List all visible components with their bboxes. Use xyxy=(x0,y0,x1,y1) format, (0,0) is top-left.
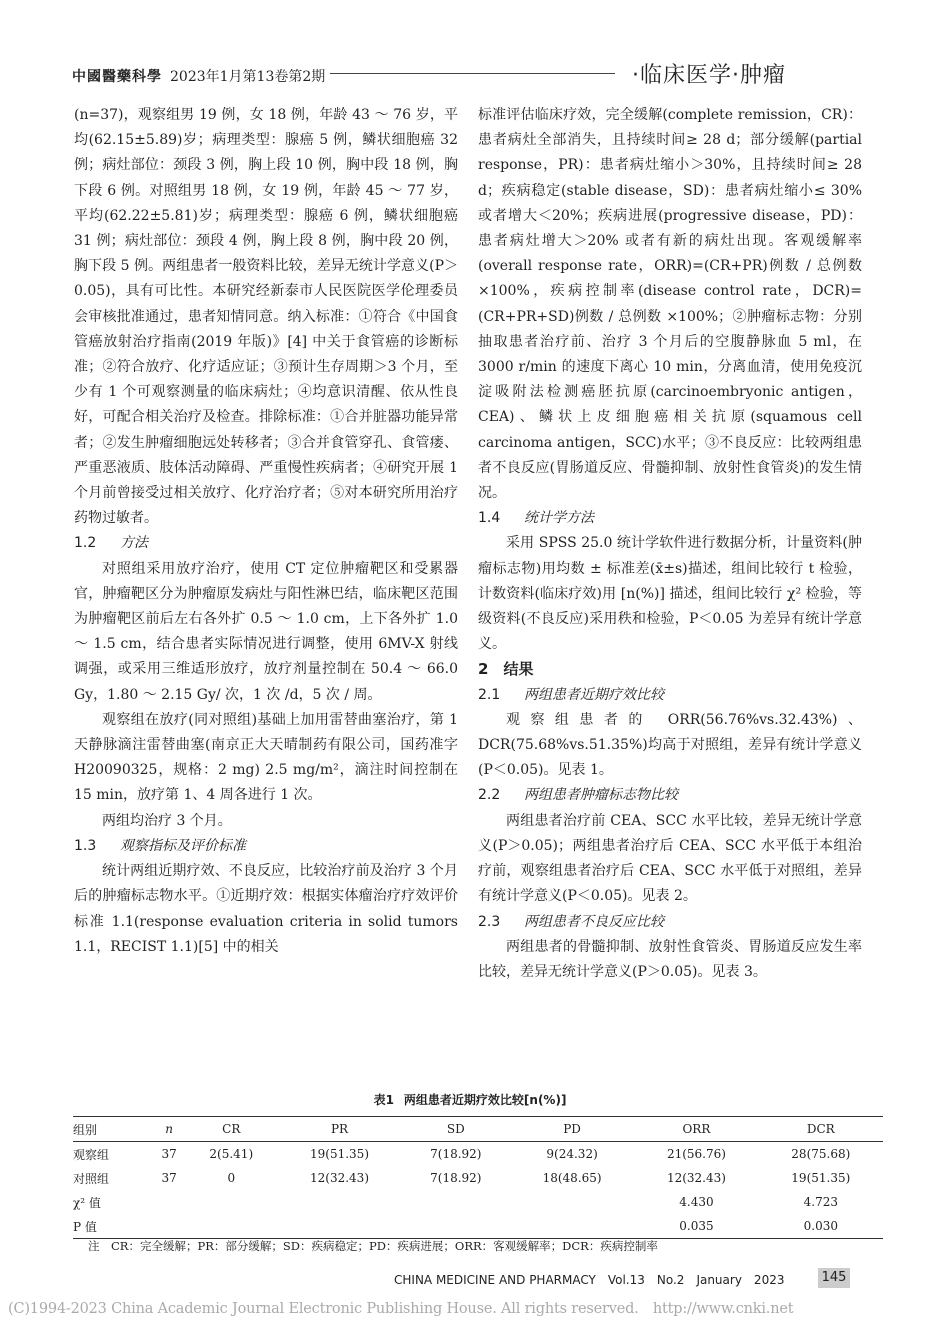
table-cell: 4.430 xyxy=(679,1195,714,1209)
efficacy-table xyxy=(73,1116,883,1239)
table-cell xyxy=(277,1214,401,1239)
section-heading: 2.2 两组患者肿瘤标志物比较 xyxy=(478,787,678,804)
paragraph: 标准评估临床疗效，完全缓解(complete remission，CR)：患者病灶全部消失，且持续时间≥ 28 d；部分缓解(partial response，PR)：患者病灶缩小＞30%，且持续时间≥ 28 d；疾病稳定(stable disease，SD)：患者病灶缩小≤ 30% 或者增大＜20%；疾病进展(progressive disease，PD)：患者病灶增大＞20% 或者有新的病灶出现。客观缓解率(overall response rate，ORR)=(CR+PR)例数 / 总例数 ×100%，疾病控制率(disease control rate，DCR)=(CR+PR+SD)例数 / 总例数 ×100%；②肿瘤标志物：分别抽取患者治疗前、治疗 3 个月后的空腹静脉血 5 ml，在 3000 r/min 的速度下离心 10 min，分离血清，使用免疫沉淀吸附法检测癌胚抗原(carcinoembryonic antigen，CEA)、鳞状上皮细胞癌相关抗原(squamous cell carcinoma antigen，SCC)水平；③不良反应：比较两组患者不良反应(胃肠道反应、骨髓抑制、放射性食管炎)的发生情况。 xyxy=(478,107,862,502)
table-row xyxy=(73,1166,883,1190)
table-cell xyxy=(402,1214,510,1239)
header-rule xyxy=(330,73,615,74)
table-cell: 7(18.92) xyxy=(430,1171,482,1185)
paragraph: 观察组患者的 ORR(56.76%vs.32.43%)、DCR(75.68%vs.51.35%)均高于对照组，差异有统计学意义(P＜0.05)。见表 1。 xyxy=(478,711,862,779)
table-cell: 对照组 xyxy=(73,1171,110,1186)
page-number: 145 xyxy=(818,1268,850,1288)
section-heading: 2.3 两组患者不良反应比较 xyxy=(478,913,664,930)
table-header-row xyxy=(73,1117,883,1142)
paragraph: 对照组采用放疗治疗，使用 CT 定位肿瘤靶区和受累器官，肿瘤靶区分为肿瘤原发病灶与阳性淋巴结，临床靶区范围为肿瘤靶区前后左右各外扩 0.5 ～ 1.0 cm，上下各外扩 1.0 ～ 1.5 cm，结合患者实际情况进行调整，使用 6MV-X 射线调强，或采用三维适形放疗，放疗剂量控制在 50.4 ～ 66.0 Gy，1.80 ～ 2.15 Gy/ 次，1 次 /d，5 次 / 周。 xyxy=(74,560,458,703)
journal-footer: CHINA MEDICINE AND PHARMACY Vol.13 No.2 January 2023 xyxy=(394,1273,785,1287)
table-cell: 19(51.35) xyxy=(791,1171,851,1185)
table-cell: 19(51.35) xyxy=(310,1147,370,1161)
paragraph: (n=37)，观察组男 19 例，女 18 例，年龄 43 ～ 76 岁，平均(62.15±5.89)岁；病理类型：腺癌 5 例，鳞状细胞癌 32 例；病灶部位：颈段 3 例，胸上段 10 例，胸中段 18 例，胸下段 6 例。对照组男 18 例，女 19 例，年龄 45 ～ 77 岁，平均(62.22±5.81)岁；病理类型：腺癌 6 例，鳞状细胞癌 31 例；病灶部位：颈段 4 例，胸上段 8 例，胸中段 20 例，胸下段 5 例。两组患者一般资料比较，差异无统计学意义(P＞0.05)，具有可比性。本研究经新泰市人民医院医学伦理委员会审核批准通过，患者知情同意。纳入标准：①符合《中国食管癌放射治疗指南(2019 年版)》[4] 中关于食管癌的诊断标准；②符合放疗、化疗适应证；③预计生存周期＞3 个月，至少有 1 个可观察测量的临床病灶；④均意识清醒、依从性良好，可配合相关治疗及检查。排除标准：①合并脏器功能异常者；②发生肿瘤细胞远处转移者；③合并食管穿孔、食管瘘、严重恶液质、肢体活动障碍、严重慢性疾病者；④研究开展 1 个月前曾接受过相关放疗、化疗治疗者；⑤对本研究所用治疗药物过敏者。 xyxy=(74,107,458,527)
column-header: CR xyxy=(185,1117,277,1142)
table-cell xyxy=(153,1214,185,1239)
table-row xyxy=(73,1142,883,1167)
table-title: 两组患者近期疗效比较[n(%)] xyxy=(403,1093,567,1107)
table-cell: 21(56.76) xyxy=(666,1147,726,1161)
table-cell xyxy=(185,1190,277,1214)
table-cell xyxy=(277,1190,401,1214)
table-cell xyxy=(185,1214,277,1239)
table-cell: 7(18.92) xyxy=(430,1147,482,1161)
table-cell: χ² 值 xyxy=(73,1195,101,1210)
left-column xyxy=(74,103,458,960)
table-row xyxy=(73,1190,883,1214)
table-cell: 0.035 xyxy=(634,1214,758,1239)
column-header: SD xyxy=(402,1117,510,1142)
paragraph: 采用 SPSS 25.0 统计学软件进行数据分析，计量资料(肿瘤标志物)用均数 ± 标准差(x̄±s)描述，组间比较行 t 检验，计数资料(临床疗效)用 [n(%)] 描述，组间比较行 χ² 检验，等级资料(不良反应)采用秩和检验，P＜0.05 为差异有统计学意义。 xyxy=(478,535,862,653)
right-column xyxy=(478,103,862,985)
table-cell: 37 xyxy=(161,1171,177,1185)
paragraph: 统计两组近期疗效、不良反应，比较治疗前及治疗 3 个月后的肿瘤标志物水平。①近期疗效：根据实体瘤治疗疗效评价标准 1.1(response evaluation criteria in solid tumors 1.1，RECIST 1.1)[5] 中的相关 xyxy=(74,863,458,955)
table-cell xyxy=(153,1190,185,1214)
column-header: 组别 xyxy=(73,1117,153,1142)
table-cell: 18(48.65) xyxy=(542,1171,602,1185)
paragraph: 两组均治疗 3 个月。 xyxy=(102,812,232,829)
column-header: PD xyxy=(510,1117,634,1142)
table-cell: 12(32.43) xyxy=(666,1171,726,1185)
section-heading: 2.1 两组患者近期疗效比较 xyxy=(478,686,664,703)
table-row xyxy=(73,1214,883,1239)
results-heading: 2 结果 xyxy=(478,660,534,679)
copyright-watermark: (C)1994-2023 China Academic Journal Electronic Publishing House. All rights reserved. http://www.cnki.net xyxy=(8,1301,794,1317)
column-header: DCR xyxy=(759,1117,883,1142)
section-title: ·临床医学·肿瘤 xyxy=(632,63,786,88)
column-header: ORR xyxy=(634,1117,758,1142)
section-heading: 1.2 方法 xyxy=(74,535,148,552)
table-label: 表1 xyxy=(373,1093,394,1107)
table-cell xyxy=(510,1190,634,1214)
table-cell: 37 xyxy=(161,1147,177,1161)
table-cell xyxy=(402,1190,510,1214)
table-cell: 28(75.68) xyxy=(791,1147,851,1161)
paragraph: 两组患者的骨髓抑制、放射性食管炎、胃肠道反应发生率比较，差异无统计学意义(P＞0.05)。见表 3。 xyxy=(478,938,862,980)
table-cell: 观察组 xyxy=(73,1147,110,1162)
section-heading: 1.4 统计学方法 xyxy=(478,510,594,527)
table-cell: 9(24.32) xyxy=(546,1147,598,1161)
table-cell: P 值 xyxy=(73,1214,153,1239)
table-note: 注 CR：完全缓解；PR：部分缓解；SD：疾病稳定；PD：疾病进展；ORR：客观缓解率；DCR：疾病控制率 xyxy=(88,1239,658,1253)
running-header xyxy=(72,66,325,86)
table-cell: 0.030 xyxy=(759,1214,883,1239)
table-cell: 0 xyxy=(227,1171,236,1185)
table-cell: 4.723 xyxy=(803,1195,838,1209)
table-cell xyxy=(510,1214,634,1239)
table-cell: 12(32.43) xyxy=(310,1171,370,1185)
journal-name: 中國醫藥科學 xyxy=(72,69,162,85)
section-heading: 1.3 观察指标及评价标准 xyxy=(74,837,246,854)
table-caption xyxy=(0,1091,950,1108)
issue-info: 2023年1月第13卷第2期 xyxy=(170,69,326,85)
paragraph: 观察组在放疗(同对照组)基础上加用雷替曲塞治疗，第 1 天静脉滴注雷替曲塞(南京正大天晴制药有限公司，国药准字 H20090325，规格：2 mg) 2.5 mg/m²，滴注时间控制在 15 min，放疗第 1、4 周各进行 1 次。 xyxy=(74,711,458,804)
column-header: n xyxy=(153,1117,185,1142)
column-header: PR xyxy=(277,1117,401,1142)
paragraph: 两组患者治疗前 CEA、SCC 水平比较，差异无统计学意义(P＞0.05)；两组患者治疗后 CEA、SCC 水平低于本组治疗前，观察组患者治疗后 CEA、SCC 水平低于对照组，差异有统计学意义(P＜0.05)。见表 2。 xyxy=(478,812,862,905)
table-cell: 2(5.41) xyxy=(209,1147,254,1161)
